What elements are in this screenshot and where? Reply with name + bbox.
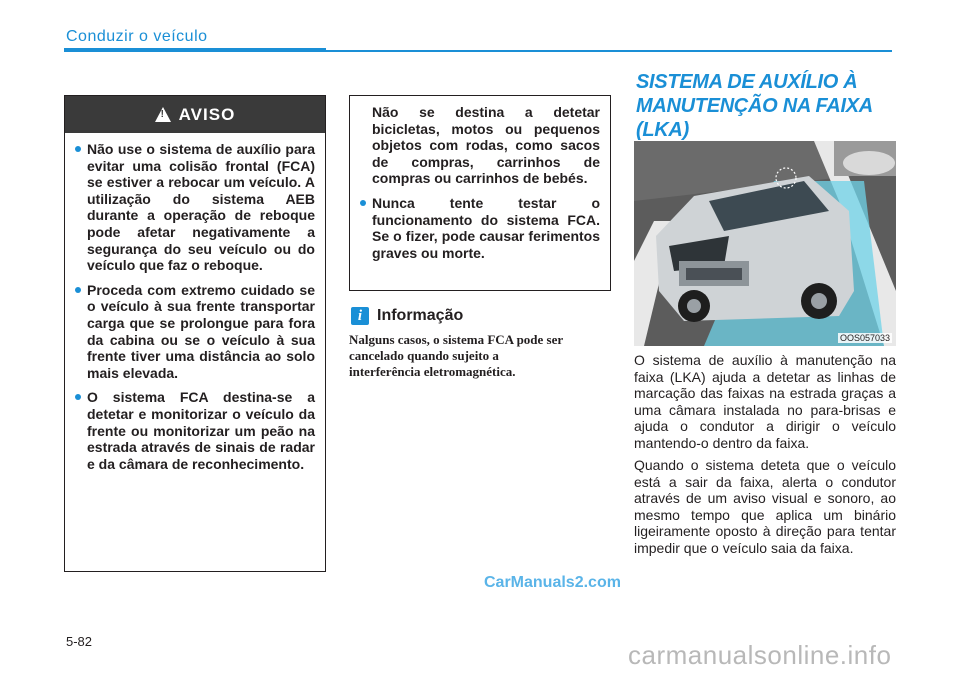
info-icon: i: [351, 307, 369, 325]
warning-item: Proceda com extremo cuidado se o veículo à sua frente transportar carga que se prolongue para fora da cabina ou se o veículo à sua frente tiver uma distância ao solo mais elevada.: [75, 282, 315, 382]
page-number: 5-82: [66, 634, 93, 649]
header-rule-thin: [326, 50, 892, 52]
figure-code: OOS057033: [839, 333, 890, 343]
warning-item: Não use o sistema de auxílio para evitar uma colisão frontal (FCA) se estiver a rebocar um veículo. A utilização do sistema AEB durante a operação de reboque pode afetar negativamente a segurança do seu veículo ou do veículo que faz o reboque.: [75, 141, 315, 274]
warning-item: Nunca tente testar o funcionamento do sistema FCA. Se o fizer, pode causar ferimentos graves ou morte.: [360, 195, 600, 261]
watermark-link[interactable]: CarManuals2.com: [484, 574, 621, 591]
warning-item: O sistema FCA destina-se a detetar e monitorizar o veículo da frente ou monitorizar um peão na estrada através de sinais de radar e da câmara de reconhecimento.: [75, 389, 315, 472]
warning-list-continued: [350, 195, 610, 261]
warning-label: AVISO: [178, 104, 236, 124]
section-title-line: (LKA): [636, 119, 689, 141]
warning-continuation-box: [349, 95, 611, 291]
header-rule-thick: [64, 48, 326, 52]
info-line: interferência eletromagnética.: [349, 364, 516, 379]
lka-figure: [634, 141, 896, 346]
section-body: [634, 352, 896, 562]
info-line: cancelado quando sujeito a: [349, 348, 499, 363]
warning-header: [65, 96, 325, 133]
info-line: Nalguns casos, o sistema FCA pode ser: [349, 332, 564, 347]
info-title: Informação: [377, 307, 464, 324]
footer-watermark: carmanualsonline.info: [628, 640, 892, 670]
warning-continuation-text: Não se destina a detetar bicicletas, motos ou pequenos objetos com rodas, como sacos de compras, carrinhos de compras ou carrinhos de bebés.: [372, 104, 600, 187]
chapter-title: Conduzir o veículo: [66, 28, 208, 45]
section-title-line: MANUTENÇÃO NA FAIXA: [636, 95, 873, 117]
lka-illustration: [634, 141, 896, 346]
section-title-line: SISTEMA DE AUXÍLIO À: [636, 71, 858, 93]
warning-triangle-icon: [155, 107, 171, 122]
section-title: [636, 70, 896, 142]
body-paragraph: O sistema de auxílio à manutenção na faixa (LKA) ajuda a detetar as linhas de marcação das faixas na estrada graças a uma câmara instalada no para-brisas e ajuda o condutor a dirigir o veículo mantendo-o dentro da faixa.: [634, 352, 896, 451]
warning-list: [65, 141, 325, 472]
warning-box: [64, 95, 326, 572]
body-paragraph: Quando o sistema deteta que o veículo está a sair da faixa, alerta o condutor através de um aviso visual e sonoro, ao mesmo tempo que aplica um binário ligeiramente oposto à direção para tentar impedir que o veículo saia da faixa.: [634, 457, 896, 556]
info-text: [349, 332, 611, 380]
